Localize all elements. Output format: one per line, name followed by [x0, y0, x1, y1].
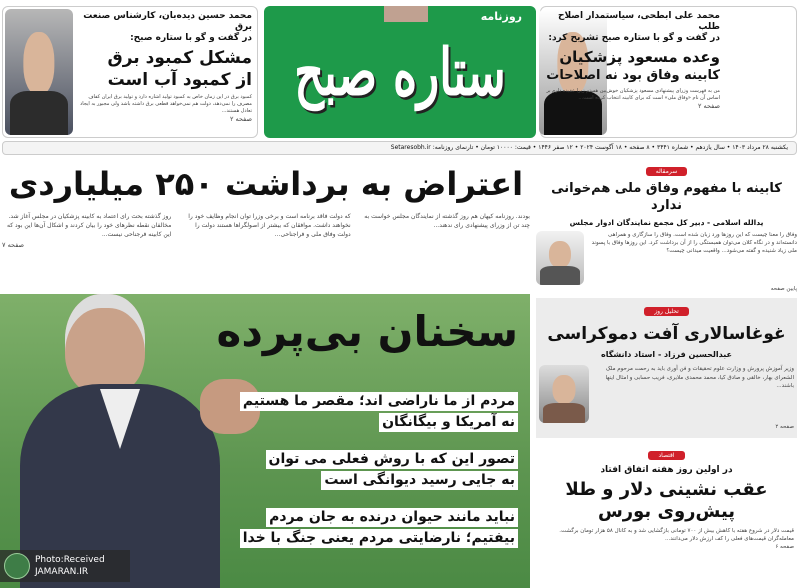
section-tag: سرمقاله [646, 167, 687, 176]
main-story[interactable] [2, 160, 530, 250]
main-headline: اعتراض به برداشت ۲۵۰ میلیاردی [8, 165, 524, 203]
kicker: در اولین روز هفته اتفاق افتاد [600, 465, 733, 475]
headline: کابینه وفاق بود نه اصلاحات [546, 68, 720, 83]
masthead-logo [264, 6, 536, 138]
page-ref: پایین صفحه [770, 286, 797, 292]
page-ref: صفحه ۲ [775, 424, 794, 430]
photo-story-title: سخنان بی‌پرده [216, 307, 518, 356]
page-ref: صفحه ۷ [2, 241, 25, 249]
economy-story[interactable] [536, 438, 797, 551]
section-tag: تحلیل روز [644, 307, 688, 316]
section-tag: اقتصاد [648, 451, 684, 460]
editorial-body: وفاق را معنا چیست که این روزها ورد زبان شده است. وفاق را سازگاری و همراهی دانسته‌اند و در نگاه کلان می‌توان همبستگی را از آن برداشت کرد. این روزها وفاق با پسوند ملی زیاد شنیده و گفته می‌شود... واقعیت میدانی چیست؟ [591, 232, 797, 254]
kicker: در گفت و گو با ستاره صبح: [130, 33, 252, 43]
headline: غوغاسالاری آفت دموکراسی [547, 324, 786, 344]
teaser-body: کمبود برق در این زمان خاص به کمبود تولید اشاره دارد و تولید برق ایران کفاف مصرف را نمی‌دهد، دولت هم نمی‌خواهد قطعی برق داشته باشد ولی مجبور به ایجاد تعادل هستند... [80, 94, 252, 114]
quote: نباید مانند حیوان درنده به جان مردم بیفتیم؛ نارضایتی مردم یعنی جنگ با خدا [198, 506, 518, 548]
kicker: محمد علی ابطحی، سیاستمدار اصلاح طلب [557, 11, 720, 32]
credit-source: JAMARAN.IR [35, 567, 89, 577]
headline: وعده مسعود پزشکیان [559, 48, 720, 66]
page-ref: صفحه ۲ [229, 115, 252, 123]
opinion-body: وزیر آموزش پرورش و وزارت علوم تحقیقات و فن آوری باید به رحمت مرحوم ملک الشعرای بهار، خالقی و صادق کیا، محمد محمدی ملایری، فریب حسابی و امثال اینها باشند... [605, 366, 794, 389]
economy-body: قیمت دلار در شروع هفته با کاهش بیش از ۷۰۰ تومانی بازگشایی شد و به کانال ۵۸ هزار تومان برگشت. معامله‌گران قیمت‌های فعلی را کف ارزش دلار می‌دانند... [559, 528, 794, 542]
byline: عبدالحسین فرزاد - استاد دانشگاه [601, 350, 732, 359]
editorial[interactable] [536, 158, 797, 298]
author-photo [536, 231, 584, 285]
kicker: در گفت و گو با ستاره صبح تشریح کرد: [548, 33, 720, 43]
headline: پیش‌روی بورس [597, 501, 736, 522]
quote: مردم از ما ناراضی اند؛ مقصر ما هستیم نه آمریکا و بیگانگان [198, 390, 518, 432]
page-ref: صفحه ۲ [697, 102, 720, 110]
photo-credit [0, 550, 130, 582]
headline: مشکل کمبود برق [107, 48, 252, 68]
teaser-body: من به فهرست وزرای پیشنهادی مسعود پزشکیان خوش‌بین هستم زیرا عقیده دارم بر اساس آن نام «وفاق ملی» است که برای کابینه انتخاب کرده است... [546, 88, 720, 101]
quote: تصور این که با روش فعلی می توان به جایی رسید دیوانگی است [198, 448, 518, 490]
credit-text: Photo:Received [35, 555, 105, 565]
headline: کابینه با مفهوم وفاق ملی هم‌خوانی ندارد [551, 181, 782, 213]
article-column: بودند. روزنامه کیهان هم روز گذشته از نمایندگان مجلس خواست به چند تن از وزرای پیشنهادی رای ندهند... [364, 213, 530, 229]
kicker: محمد حسین دیده‌بان، کارشناس صنعت برق [83, 11, 252, 32]
author-photo [5, 9, 73, 135]
byline: یدالله اسلامی - دبیر کل مجمع نمایندگان ادوار مجلس [569, 218, 764, 227]
opinion[interactable] [536, 298, 797, 438]
article-column: که دولت فاقد برنامه است و برخی وزرا توان انجام وظایف خود را نخواهند داشت. موافقان که بیشتر از اصولگراها هستند دولت را دولت وفاق ملی و فراجناحی... [188, 213, 351, 238]
masthead-title: ستاره صبح [294, 34, 506, 110]
right-teaser[interactable] [540, 6, 797, 138]
left-teaser[interactable] [2, 6, 258, 138]
author-photo [539, 365, 589, 423]
headline: از کمبود آب است [107, 70, 252, 90]
masthead-label: روزنامه [480, 10, 522, 23]
article-column: روز گذشته بحث رای اعتماد به کابینه پزشکیان در مجلس آغاز شد. مخالفان نقطه نظرهای خود را بیان کردند و اشکال آن‌ها این بود که این کابینه فرجناحی نیست... [6, 213, 172, 238]
jamaran-logo-icon [4, 553, 30, 579]
photo-story[interactable] [0, 294, 530, 588]
headline: عقب نشینی دلار و طلا [565, 479, 768, 500]
page-ref: صفحه ۶ [775, 544, 794, 550]
dateline: یکشنبه ۲۸ مرداد ۱۴۰۳ • سال یازدهم • شماره ۳۴۴۱ • ۸ صفحه • ۱۸ آگوست ۲۰۲۴ • ۱۲ صفر ۱۴۴۶ • قیمت: ۱۰۰۰۰ تومان • تارنمای روزنامه: Setaresobh.ir [2, 141, 797, 155]
